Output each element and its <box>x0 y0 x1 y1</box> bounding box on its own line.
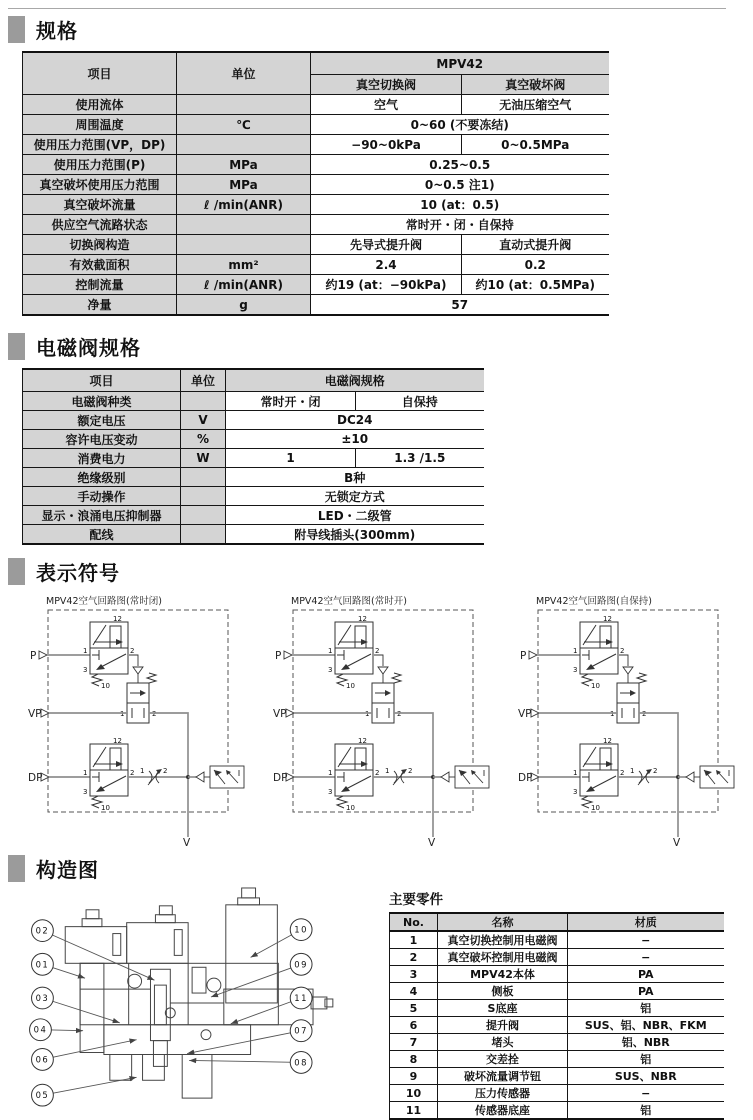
callout-balloon <box>30 1019 52 1041</box>
cell-item: 真空破坏流量 <box>23 195 177 215</box>
col-header-model: MPV42 <box>311 52 609 75</box>
callout-balloon <box>290 987 312 1009</box>
svg-text:3: 3 <box>573 666 578 674</box>
cell-no: 1 <box>390 931 438 949</box>
cell-value: 0.25~0.5 <box>311 155 609 175</box>
svg-text:09: 09 <box>294 959 308 970</box>
svg-text:2: 2 <box>642 710 647 718</box>
cell-name: 真空切换控制用电磁阀 <box>438 931 568 949</box>
table-row <box>23 411 484 430</box>
svg-text:1: 1 <box>83 647 88 655</box>
table-row <box>390 1017 724 1034</box>
section-header <box>8 15 753 43</box>
cell-no: 3 <box>390 966 438 983</box>
cell-value: 附导线插头(300mm) <box>226 525 484 545</box>
table-row <box>23 275 609 295</box>
svg-text:12: 12 <box>603 615 612 623</box>
col-header-material: 材质 <box>568 913 724 931</box>
svg-text:11: 11 <box>294 992 308 1003</box>
svg-text:12: 12 <box>113 615 122 623</box>
svg-text:10: 10 <box>101 682 110 690</box>
svg-text:2: 2 <box>375 647 380 655</box>
svg-text:12: 12 <box>603 737 612 745</box>
needle-valve-symbol <box>630 767 657 785</box>
cell-no: 8 <box>390 1051 438 1068</box>
pressure-sensor-symbol <box>455 766 489 788</box>
cell-item: 使用流体 <box>23 95 177 115</box>
cell-no: 5 <box>390 1000 438 1017</box>
cell-material: 铝 <box>568 1102 724 1120</box>
cell-name: 堵头 <box>438 1034 568 1051</box>
svg-text:10: 10 <box>346 682 355 690</box>
table-row <box>23 468 484 487</box>
pressure-sensor-symbol <box>700 766 734 788</box>
cell-value: ±10 <box>226 430 484 449</box>
cell-value: 自保持 <box>356 392 484 411</box>
cell-value: 10 (at：0.5) <box>311 195 609 215</box>
col-header-name: 名称 <box>438 913 568 931</box>
svg-text:07: 07 <box>294 1025 308 1036</box>
pneumatic-circuit-drawing <box>28 606 253 846</box>
check-valve-symbol <box>441 772 449 782</box>
cell-name: MPV42本体 <box>438 966 568 983</box>
cell-no: 6 <box>390 1017 438 1034</box>
spec-table <box>22 51 609 316</box>
svg-text:1: 1 <box>573 647 578 655</box>
svg-text:10: 10 <box>294 924 308 935</box>
table-row <box>390 931 724 949</box>
cell-item: 配线 <box>23 525 181 545</box>
page-top-rule <box>8 8 726 9</box>
cell-item: 供应空气流路状态 <box>23 215 177 235</box>
svg-text:2: 2 <box>653 767 658 775</box>
cell-value: 0.2 <box>462 255 609 275</box>
table-row <box>23 215 609 235</box>
cell-value: 直动式提升阀 <box>462 235 609 255</box>
cell-name: 提升阀 <box>438 1017 568 1034</box>
cell-unit <box>177 235 311 255</box>
table-row <box>23 430 484 449</box>
valve-3-2-symbol <box>573 737 624 812</box>
cell-unit: ℃ <box>177 115 311 135</box>
cell-material: − <box>568 949 724 966</box>
cell-material: 铝 <box>568 1051 724 1068</box>
cell-name: 真空破坏控制用电磁阀 <box>438 949 568 966</box>
section-marker <box>8 16 25 43</box>
port-label-v: V <box>428 837 436 846</box>
callout-balloon <box>290 953 312 975</box>
table-row <box>390 966 724 983</box>
svg-text:1: 1 <box>610 710 615 718</box>
section-title-construction: 构造图 <box>36 857 99 882</box>
table-row <box>390 1051 724 1068</box>
cell-unit: g <box>177 295 311 316</box>
svg-text:10: 10 <box>591 804 600 812</box>
port-label-p: P <box>275 650 282 662</box>
cell-material: PA <box>568 966 724 983</box>
callout-balloon <box>32 953 54 975</box>
cell-item: 手动操作 <box>23 487 181 506</box>
port-label-vp: VP <box>518 708 532 720</box>
section-header <box>8 332 753 360</box>
cell-value: 空气 <box>311 95 462 115</box>
cell-item: 控制流量 <box>23 275 177 295</box>
col-header-unit: 单位 <box>181 369 226 392</box>
valve-3-2-symbol <box>328 615 379 690</box>
port-label-vp: VP <box>28 708 42 720</box>
cell-name: 侧板 <box>438 983 568 1000</box>
svg-text:2: 2 <box>152 710 157 718</box>
callout-balloon <box>32 1049 54 1071</box>
cell-unit: V <box>181 411 226 430</box>
circuit-title: MPV42空气回路图(自保持) <box>536 596 652 607</box>
valve-3-2-symbol <box>328 737 379 812</box>
cell-value: DC24 <box>226 411 484 430</box>
cell-item: 有效截面积 <box>23 255 177 275</box>
svg-text:3: 3 <box>328 666 333 674</box>
col-header-no: No. <box>390 913 438 931</box>
needle-valve-symbol <box>385 767 412 785</box>
table-row <box>390 1000 724 1017</box>
cell-unit <box>177 215 311 235</box>
cell-item: 消费电力 <box>23 449 181 468</box>
svg-text:2: 2 <box>130 647 135 655</box>
svg-text:2: 2 <box>620 647 625 655</box>
col-header-item: 项目 <box>23 52 177 95</box>
cell-material: − <box>568 931 724 949</box>
port-label-dp: DP <box>28 772 43 784</box>
section-construction <box>0 854 753 1120</box>
cell-value: 0~0.5MPa <box>462 135 609 155</box>
port-label-v: V <box>673 837 681 846</box>
table-row <box>390 1085 724 1102</box>
valve-3-2-symbol <box>573 615 624 690</box>
cell-material: SUS、NBR <box>568 1068 724 1085</box>
construction-cross-section-drawing <box>25 886 383 1110</box>
cell-unit: MPa <box>177 155 311 175</box>
svg-text:10: 10 <box>101 804 110 812</box>
needle-valve-symbol <box>140 767 167 785</box>
section-symbols <box>0 557 753 846</box>
cell-unit <box>181 487 226 506</box>
col-header-spec: 电磁阀规格 <box>226 369 484 392</box>
check-valve-symbol <box>196 772 204 782</box>
cell-no: 9 <box>390 1068 438 1085</box>
table-row <box>23 175 609 195</box>
cell-value: 0~60 (不要冻结) <box>311 115 609 135</box>
valve-3-2-symbol <box>83 737 134 812</box>
table-row <box>23 506 484 525</box>
svg-text:3: 3 <box>573 788 578 796</box>
port-label-dp: DP <box>273 772 288 784</box>
cell-item: 绝缘级别 <box>23 468 181 487</box>
col-header-unit: 单位 <box>177 52 311 95</box>
svg-text:06: 06 <box>35 1054 50 1065</box>
cell-material: − <box>568 1085 724 1102</box>
cell-unit <box>177 95 311 115</box>
table-row <box>23 487 484 506</box>
circuit-title: MPV42空气回路图(常时开) <box>291 596 407 607</box>
section-spec <box>0 15 753 316</box>
parts-list-block <box>389 886 729 1120</box>
svg-text:3: 3 <box>83 666 88 674</box>
table-header-row <box>23 52 609 75</box>
svg-text:04: 04 <box>33 1024 48 1035</box>
svg-text:1: 1 <box>120 710 125 718</box>
cell-item: 使用压力范围(VP，DP) <box>23 135 177 155</box>
circuit-boundary <box>48 610 228 812</box>
circuit-boundary <box>293 610 473 812</box>
cell-no: 11 <box>390 1102 438 1120</box>
cell-value: 常时开・闭 <box>226 392 356 411</box>
cell-unit: W <box>181 449 226 468</box>
cell-name: 压力传感器 <box>438 1085 568 1102</box>
cell-item: 容许电压变动 <box>23 430 181 449</box>
svg-text:05: 05 <box>35 1090 50 1101</box>
table-row <box>23 155 609 175</box>
table-header-row <box>390 913 724 931</box>
callout-balloon <box>32 920 54 942</box>
svg-text:2: 2 <box>620 769 625 777</box>
solenoid-table <box>22 368 484 545</box>
section-marker <box>8 333 25 360</box>
cell-unit <box>181 468 226 487</box>
cell-value: B种 <box>226 468 484 487</box>
cell-value: 1.3 /1.5 <box>356 449 484 468</box>
table-row <box>23 115 609 135</box>
section-solenoid <box>0 332 753 545</box>
port-label-p: P <box>520 650 527 662</box>
construction-row <box>25 886 753 1120</box>
table-row <box>390 983 724 1000</box>
callout-balloon <box>290 1052 312 1074</box>
table-row <box>23 195 609 215</box>
cell-no: 4 <box>390 983 438 1000</box>
table-row <box>23 135 609 155</box>
cell-item: 显示・浪涌电压抑制器 <box>23 506 181 525</box>
cell-unit <box>181 392 226 411</box>
pneumatic-circuit-drawing <box>518 606 743 846</box>
cell-name: 交差拴 <box>438 1051 568 1068</box>
cell-value: 约10 (at：0.5MPa) <box>462 275 609 295</box>
cell-unit <box>181 506 226 525</box>
cell-name: 破坏流量调节钮 <box>438 1068 568 1085</box>
cell-item: 使用压力范围(P) <box>23 155 177 175</box>
section-marker <box>8 558 25 585</box>
cell-unit: % <box>181 430 226 449</box>
section-header <box>8 557 753 585</box>
table-row <box>390 1102 724 1120</box>
cell-unit: mm² <box>177 255 311 275</box>
svg-text:2: 2 <box>408 767 413 775</box>
cell-unit <box>181 525 226 545</box>
circuit-title: MPV42空气回路图(常时闭) <box>46 596 162 607</box>
table-row <box>23 235 609 255</box>
callout-balloon <box>290 1020 312 1042</box>
table-row <box>23 392 484 411</box>
port-label-p: P <box>30 650 37 662</box>
pressure-sensor-symbol <box>210 766 244 788</box>
table-row <box>23 449 484 468</box>
svg-text:1: 1 <box>630 767 635 775</box>
pneumatic-circuit-drawing <box>273 606 498 846</box>
parts-table-title: 主要零件 <box>389 892 443 908</box>
callout-balloon <box>32 987 54 1009</box>
circuit-diagrams-row <box>28 593 753 846</box>
circuit-boundary <box>538 610 718 812</box>
col-header-break-valve: 真空破坏阀 <box>462 75 609 95</box>
cell-material: 铝 <box>568 1000 724 1017</box>
port-label-vp: VP <box>273 708 287 720</box>
svg-text:1: 1 <box>328 647 333 655</box>
table-header-row <box>23 369 484 392</box>
cell-unit: MPa <box>177 175 311 195</box>
cell-material: SUS、铝、NBR、FKM <box>568 1017 724 1034</box>
circuit-diagram-normally-closed <box>28 593 253 846</box>
table-row <box>390 1034 724 1051</box>
svg-text:2: 2 <box>163 767 168 775</box>
svg-text:03: 03 <box>35 992 50 1003</box>
svg-text:1: 1 <box>83 769 88 777</box>
svg-text:3: 3 <box>83 788 88 796</box>
svg-text:2: 2 <box>397 710 402 718</box>
callout-balloon <box>290 919 312 941</box>
svg-text:01: 01 <box>35 959 50 970</box>
cell-value: 常时开・闭・自保持 <box>311 215 609 235</box>
svg-text:10: 10 <box>591 682 600 690</box>
svg-text:02: 02 <box>35 925 50 936</box>
cell-no: 7 <box>390 1034 438 1051</box>
svg-text:12: 12 <box>358 737 367 745</box>
cell-value: 无锁定方式 <box>226 487 484 506</box>
circuit-diagram-self-holding <box>518 593 743 846</box>
svg-text:2: 2 <box>375 769 380 777</box>
table-row <box>390 949 724 966</box>
cell-value: 2.4 <box>311 255 462 275</box>
cell-value: 0~0.5 注1) <box>311 175 609 195</box>
circuit-diagram-normally-open <box>273 593 498 846</box>
svg-text:10: 10 <box>346 804 355 812</box>
cell-value: 先导式提升阀 <box>311 235 462 255</box>
section-header <box>8 854 753 882</box>
cell-name: S底座 <box>438 1000 568 1017</box>
table-row <box>23 95 609 115</box>
cell-item: 切换阀构造 <box>23 235 177 255</box>
cell-value: 无油压缩空气 <box>462 95 609 115</box>
section-marker <box>8 855 25 882</box>
cell-no: 2 <box>390 949 438 966</box>
svg-text:1: 1 <box>365 710 370 718</box>
valve-3-2-symbol <box>83 615 134 690</box>
cell-item: 周围温度 <box>23 115 177 135</box>
cell-item: 真空破坏使用压力范围 <box>23 175 177 195</box>
svg-text:1: 1 <box>573 769 578 777</box>
parts-table <box>389 912 724 1120</box>
cell-value: 57 <box>311 295 609 316</box>
section-title-spec: 规格 <box>36 18 78 43</box>
svg-text:08: 08 <box>294 1057 308 1068</box>
cell-unit: ℓ /min(ANR) <box>177 275 311 295</box>
svg-text:1: 1 <box>328 769 333 777</box>
cell-item: 额定电压 <box>23 411 181 430</box>
check-valve-symbol <box>686 772 694 782</box>
svg-text:12: 12 <box>358 615 367 623</box>
table-row <box>23 295 609 316</box>
section-title-solenoid: 电磁阀规格 <box>36 335 141 360</box>
cell-material: PA <box>568 983 724 1000</box>
section-title-symbols: 表示符号 <box>36 560 120 585</box>
svg-text:1: 1 <box>385 767 390 775</box>
cell-value: 1 <box>226 449 356 468</box>
table-row <box>23 525 484 545</box>
cell-material: 铝、NBR <box>568 1034 724 1051</box>
port-label-dp: DP <box>518 772 533 784</box>
cell-name: 传感器底座 <box>438 1102 568 1120</box>
svg-text:1: 1 <box>140 767 145 775</box>
cell-item: 净量 <box>23 295 177 316</box>
svg-text:3: 3 <box>328 788 333 796</box>
cell-item: 电磁阀种类 <box>23 392 181 411</box>
table-row <box>23 255 609 275</box>
cell-value: 约19 (at：−90kPa) <box>311 275 462 295</box>
port-label-v: V <box>183 837 191 846</box>
cell-value: −90~0kPa <box>311 135 462 155</box>
col-header-item: 项目 <box>23 369 181 392</box>
cell-unit <box>177 135 311 155</box>
col-header-switch-valve: 真空切换阀 <box>311 75 462 95</box>
cell-unit: ℓ /min(ANR) <box>177 195 311 215</box>
svg-text:12: 12 <box>113 737 122 745</box>
cell-no: 10 <box>390 1085 438 1102</box>
svg-text:2: 2 <box>130 769 135 777</box>
table-row <box>390 1068 724 1085</box>
cell-value: LED・二级管 <box>226 506 484 525</box>
